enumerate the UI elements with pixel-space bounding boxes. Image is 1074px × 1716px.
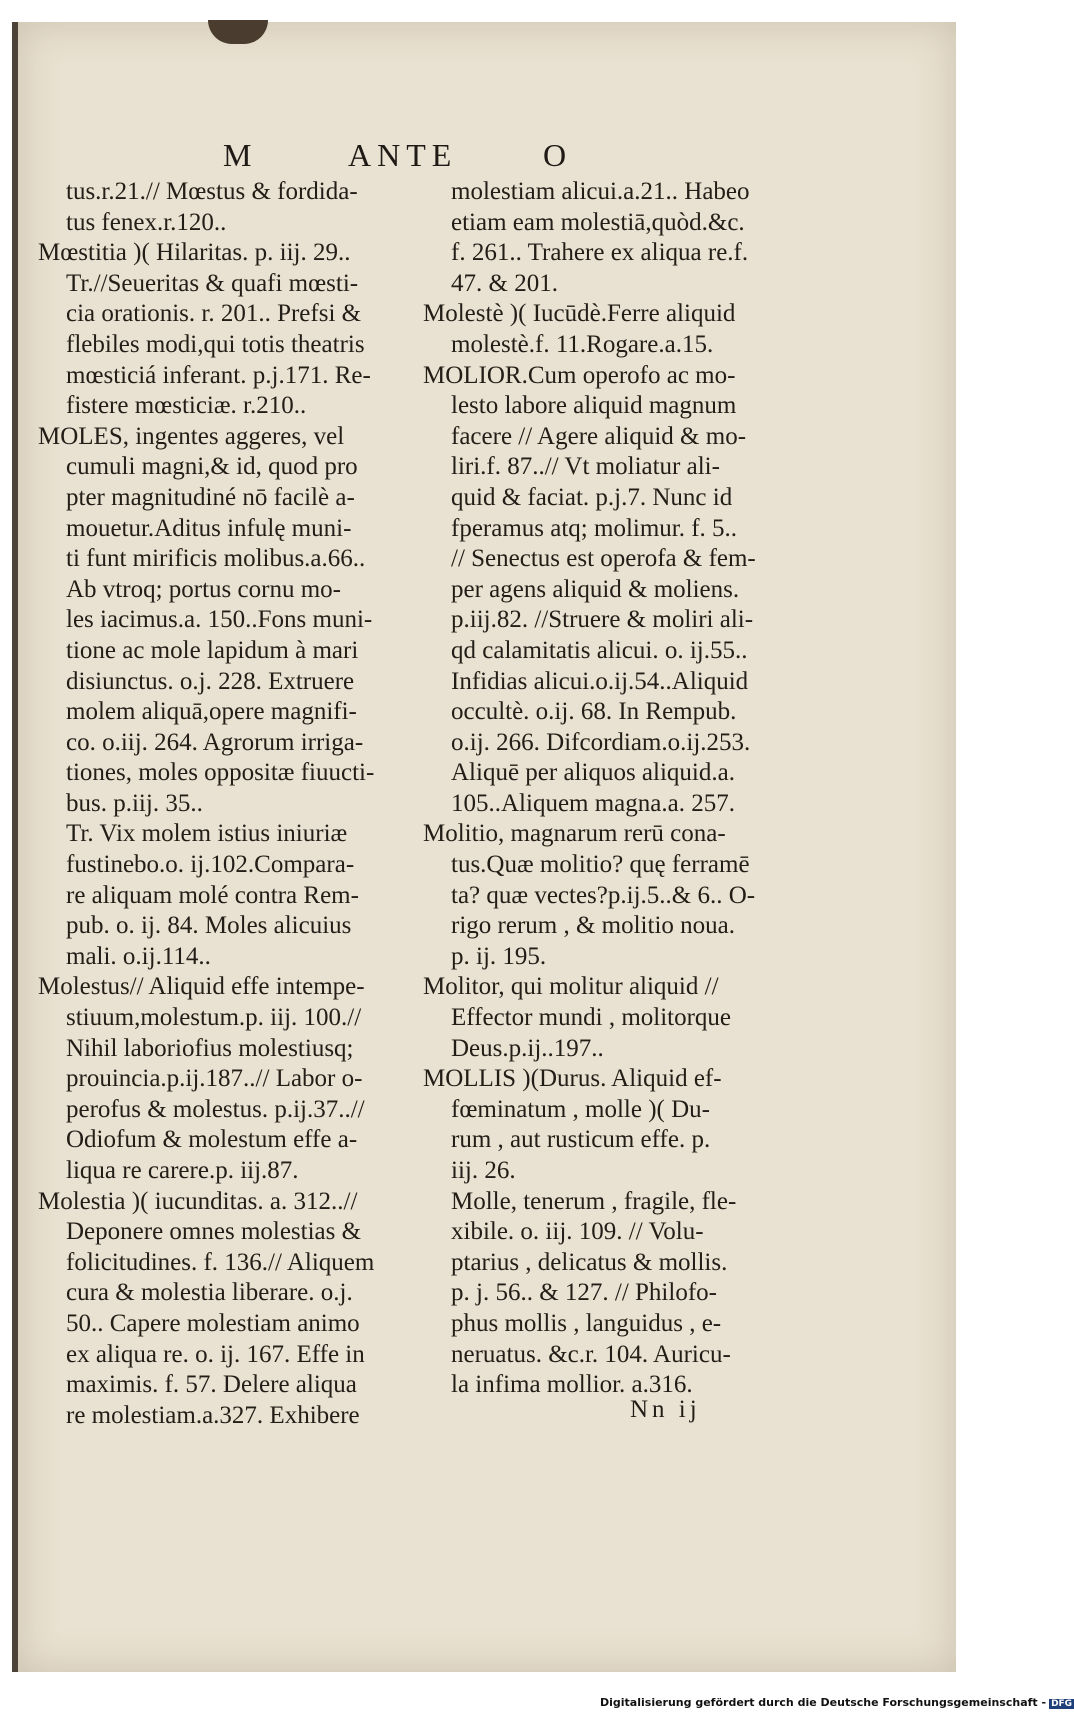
text-line: molestiam alicui.a.21.. Habeo [451, 178, 750, 205]
text-line: Molestus// Aliquid effe intempe- [38, 973, 365, 1001]
text-line: rigo rerum , & molitio noua. [451, 912, 735, 940]
text-line: qd calamitatis alicui. o. ij.55.. [451, 636, 748, 664]
text-line: p. ij. 195. [451, 942, 547, 970]
text-line: cura & molestia liberare. o.j. [66, 1279, 353, 1307]
text-line: p.iij.82. //Struere & moliri ali- [451, 606, 754, 634]
left-column [38, 177, 433, 1431]
header-left: M [223, 137, 258, 173]
text-line: per agens aliquid & moliens. [451, 575, 740, 603]
text-line: tiones, moles oppositæ fiuucti- [66, 759, 375, 787]
catchword: Nn ij [630, 1396, 701, 1423]
text-line: quid & faciat. p.j.7. Nunc id [451, 483, 733, 511]
text-line: ta? quæ vectes?p.ij.5..& 6.. O- [451, 881, 756, 909]
text-line: occultè. o.ij. 68. In Rempub. [451, 698, 737, 726]
text-line: facere // Agere aliquid & mo- [451, 422, 747, 450]
text-line: f. 261.. Trahere ex aliqua re.f. [451, 239, 749, 267]
text-line: co. o.iij. 264. Agrorum irriga- [66, 728, 364, 756]
text-line: pub. o. ij. 84. Moles alicuius [66, 912, 352, 940]
text-line: pter magnitudiné nō facilè a- [66, 483, 355, 511]
text-line: tus.r.21.// Mœstus & fordida- [66, 178, 358, 205]
text-line: cia orationis. r. 201.. Prefsi & [66, 300, 362, 328]
text-line: flebiles modi,qui totis theatris [66, 330, 365, 358]
header-mid: ANTE [348, 137, 458, 173]
text-line: maximis. f. 57. Delere aliqua [66, 1371, 357, 1399]
text-line: folicitudines. f. 136.// Aliquem [66, 1248, 375, 1276]
text-line: la infima mollior. a.316. [451, 1371, 693, 1399]
text-line: Deponere omnes molestias & [66, 1218, 362, 1246]
text-line: molem aliquā,opere magnifi- [66, 698, 357, 726]
text-line: o.ij. 266. Difcordiam.o.ij.253. [451, 728, 751, 756]
text-line: xibile. o. iij. 109. // Volu- [451, 1218, 704, 1246]
text-line: Infidias alicui.o.ij.54..Aliquid [451, 667, 749, 695]
text-line: rum , aut rusticum effe. p. [451, 1126, 711, 1154]
text-line: perofus & molestus. p.ij.37..// [66, 1095, 365, 1123]
text-line: 47. & 201. [451, 269, 558, 297]
footer-text: Digitalisierung gefördert durch die Deutsche Forschungsgemeinschaft - [600, 1696, 1047, 1709]
text-line: Molitio, magnarum rerū cona- [423, 820, 726, 848]
text-line: MOLES, ingentes aggeres, vel [38, 422, 345, 450]
text-line: Aliquē per aliquos aliquid.a. [451, 759, 735, 787]
page-stain [208, 20, 268, 44]
text-line: ex aliqua re. o. ij. 167. Effe in [66, 1340, 365, 1368]
text-line: ti funt mirificis molibus.a.66.. [66, 545, 366, 573]
text-line: Deus.p.ij..197.. [451, 1034, 604, 1062]
text-line: Odiofum & molestum effe a- [66, 1126, 358, 1154]
text-line: prouincia.p.ij.187..// Labor o- [66, 1065, 363, 1093]
text-line: bus. p.iij. 35.. [66, 789, 203, 817]
text-line: // Senectus est operofa & fem- [451, 545, 756, 573]
text-line: Tr. Vix molem istius iniuriæ [66, 820, 348, 848]
text-line: MOLIOR.Cum operofo ac mo- [423, 361, 736, 389]
text-line: Molitor, qui molitur aliquid // [423, 973, 719, 1001]
text-line: Mœstitia )( Hilaritas. p. iij. 29.. [38, 239, 351, 267]
text-line: lesto labore aliquid magnum [451, 392, 737, 420]
text-line: Nihil laboriofius molestiusq; [66, 1034, 354, 1062]
text-line: tus.Quæ molitio? quę ferramē [451, 851, 750, 879]
text-line: Molle, tenerum , fragile, fle- [451, 1187, 737, 1215]
running-header [18, 137, 956, 177]
footer-credit [600, 1696, 1074, 1709]
text-line: Molestè )( Iucūdè.Ferre aliquid [423, 300, 736, 328]
text-line: disiunctus. o.j. 228. Extruere [66, 667, 355, 695]
text-line: re molestiam.a.327. Exhibere [66, 1401, 360, 1429]
text-line: mali. o.ij.114.. [66, 942, 211, 970]
text-line: p. j. 56.. & 127. // Philofo- [451, 1279, 717, 1307]
text-line: Tr.//Seueritas & quafi mœsti- [66, 269, 359, 297]
text-line: fœminatum , molle )( Du- [451, 1095, 710, 1123]
text-line: fistere mœsticiæ. r.210.. [66, 392, 307, 420]
text-line: fustinebo.o. ij.102.Compara- [66, 851, 355, 879]
text-line: mouetur.Aditus infulę muni- [66, 514, 352, 542]
text-line: 50.. Capere molestiam animo [66, 1309, 360, 1337]
book-page [12, 22, 956, 1672]
text-line: 105..Aliquem magna.a. 257. [451, 789, 735, 817]
text-line: stiuum,molestum.p. iij. 100.// [66, 1004, 362, 1032]
header-right: O [543, 137, 573, 173]
text-line: neruatus. &c.r. 104. Auricu- [451, 1340, 731, 1368]
text-line: tus fenex.r.120.. [66, 208, 227, 236]
text-line: liri.f. 87..// Vt moliatur ali- [451, 453, 720, 481]
text-line: Ab vtroq; portus cornu mo- [66, 575, 341, 603]
text-line: iij. 26. [451, 1157, 516, 1184]
dfg-logo-icon: DFG [1051, 1699, 1073, 1709]
text-line: Molestia )( iucunditas. a. 312..// [38, 1187, 358, 1215]
text-line: Effector mundi , molitorque [451, 1004, 732, 1032]
text-line: phus mollis , languidus , e- [451, 1309, 722, 1337]
text-line: re aliquam molé contra Rem- [66, 881, 359, 909]
text-line: tione ac mole lapidum à mari [66, 636, 359, 664]
text-line: les iacimus.a. 150..Fons muni- [66, 606, 373, 634]
text-line: etiam eam molestiā,quòd.&c. [451, 208, 745, 236]
text-line: fperamus atq; molimur. f. 5.. [451, 514, 738, 542]
text-line: ptarius , delicatus & mollis. [451, 1248, 728, 1276]
right-column [423, 177, 813, 1401]
text-line: molestè.f. 11.Rogare.a.15. [451, 330, 714, 358]
text-line: liqua re carere.p. iij.87. [66, 1157, 299, 1184]
text-line: mœsticiá inferant. p.j.171. Re- [66, 361, 371, 389]
text-line: cumuli magni,& id, quod pro [66, 453, 358, 481]
text-line: MOLLIS )(Durus. Aliquid ef- [423, 1065, 722, 1093]
